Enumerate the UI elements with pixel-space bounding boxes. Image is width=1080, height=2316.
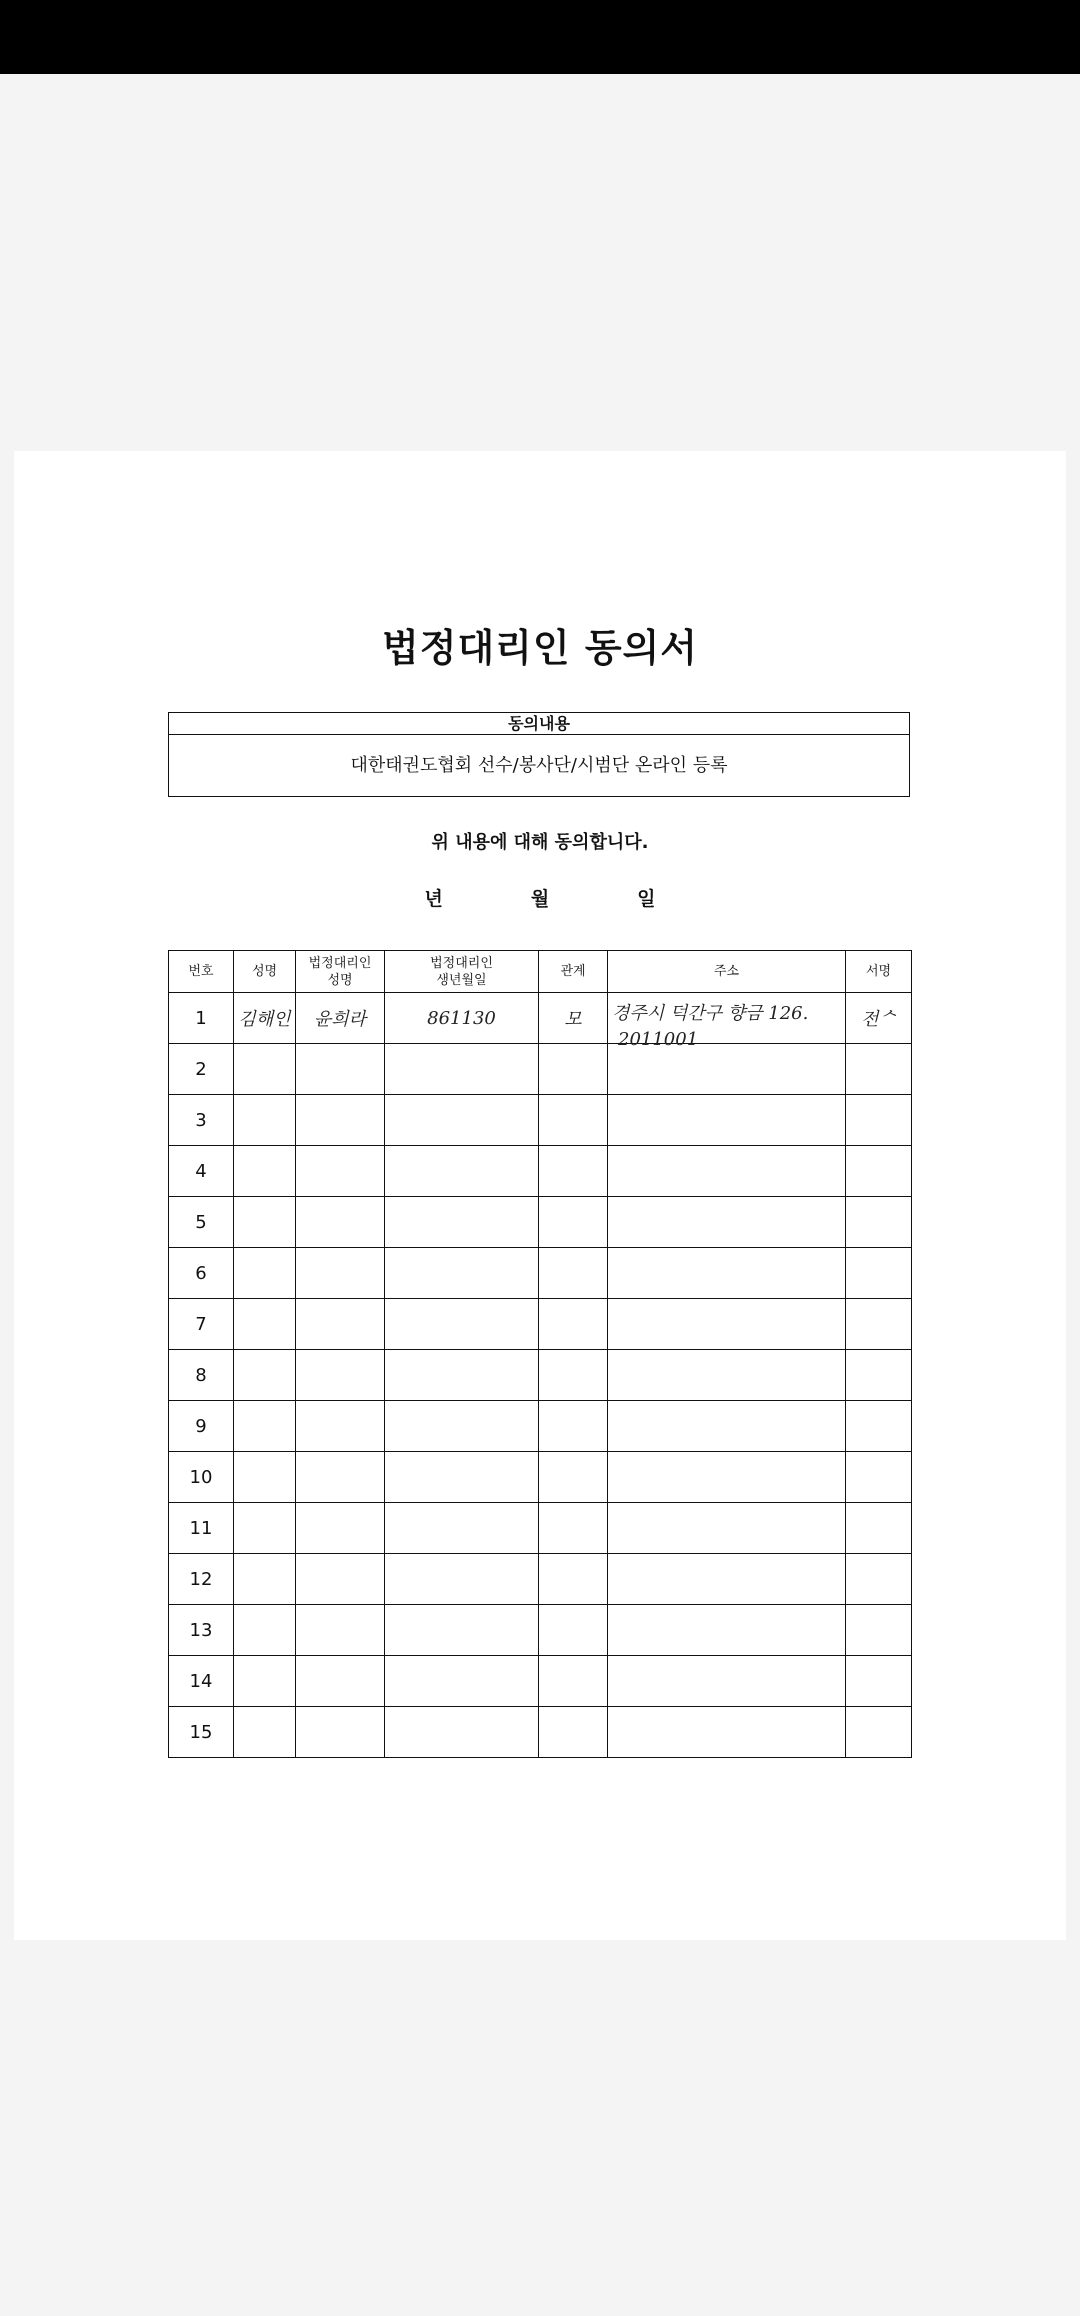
- row-address: [608, 993, 846, 1050]
- table-body: [169, 993, 912, 1758]
- table-row: [169, 1044, 912, 1095]
- row-number: 9: [169, 1401, 234, 1452]
- table-header-row: [169, 951, 912, 993]
- header-address: 주소: [608, 951, 846, 993]
- row-relation: 모: [539, 993, 608, 1044]
- row-number: 8: [169, 1350, 234, 1401]
- row-guardian-name: 윤희라: [296, 993, 385, 1044]
- header-guardian-name: 법정대리인 성명: [296, 951, 385, 993]
- table-row: [169, 1197, 912, 1248]
- row-name: 김해인: [234, 993, 296, 1044]
- row-number: 13: [169, 1605, 234, 1656]
- document-page: [14, 451, 1066, 1940]
- table-row: [169, 1401, 912, 1452]
- table-row: [169, 1146, 912, 1197]
- header-number: 번호: [169, 951, 234, 993]
- row-number: 12: [169, 1554, 234, 1605]
- consent-body: 대한태권도협회 선수/봉사단/시범단 온라인 등록: [350, 755, 728, 776]
- header-relation: 관계: [539, 951, 608, 993]
- table-row: [169, 1605, 912, 1656]
- header-name: 성명: [234, 951, 296, 993]
- table-row: [169, 1503, 912, 1554]
- date-year-label: 년: [424, 888, 443, 910]
- row-number: 2: [169, 1044, 234, 1095]
- table-row: [169, 1554, 912, 1605]
- table-row: [169, 1299, 912, 1350]
- row-number: 7: [169, 1299, 234, 1350]
- date-day-label: 일: [637, 888, 656, 910]
- header-signature: 서명: [846, 951, 912, 993]
- row-address-line1: 경주시 덕간구 향금 126.: [612, 1003, 809, 1024]
- row-address-line2: 2011001: [618, 1029, 699, 1050]
- row-number: 11: [169, 1503, 234, 1554]
- table-row: [169, 1095, 912, 1146]
- row-number: 14: [169, 1656, 234, 1707]
- row-number: 3: [169, 1095, 234, 1146]
- status-bar: [0, 0, 1080, 74]
- row-signature: 전ᄉ: [846, 993, 912, 1044]
- row-guardian-birth: 861130: [385, 993, 539, 1044]
- table-row: [169, 1452, 912, 1503]
- table-row: [169, 1248, 912, 1299]
- date-month-label: 월: [530, 888, 550, 910]
- row-number: 15: [169, 1707, 234, 1758]
- table-row: [169, 1350, 912, 1401]
- table-row: [169, 1656, 912, 1707]
- table-row: [169, 993, 912, 1044]
- row-number: 6: [169, 1248, 234, 1299]
- document-title: 법정대리인 동의서: [382, 626, 698, 670]
- table-row: [169, 1707, 912, 1758]
- signer-table: [168, 950, 912, 1758]
- row-number: 4: [169, 1146, 234, 1197]
- row-number: 10: [169, 1452, 234, 1503]
- row-number: 1: [169, 993, 234, 1044]
- consent-box: [168, 712, 910, 797]
- date-line: [14, 884, 1066, 911]
- agree-statement: 위 내용에 대해 동의합니다.: [431, 832, 649, 853]
- consent-header: 동의내용: [169, 713, 909, 735]
- row-number: 5: [169, 1197, 234, 1248]
- header-guardian-birth: 법정대리인 생년월일: [385, 951, 539, 993]
